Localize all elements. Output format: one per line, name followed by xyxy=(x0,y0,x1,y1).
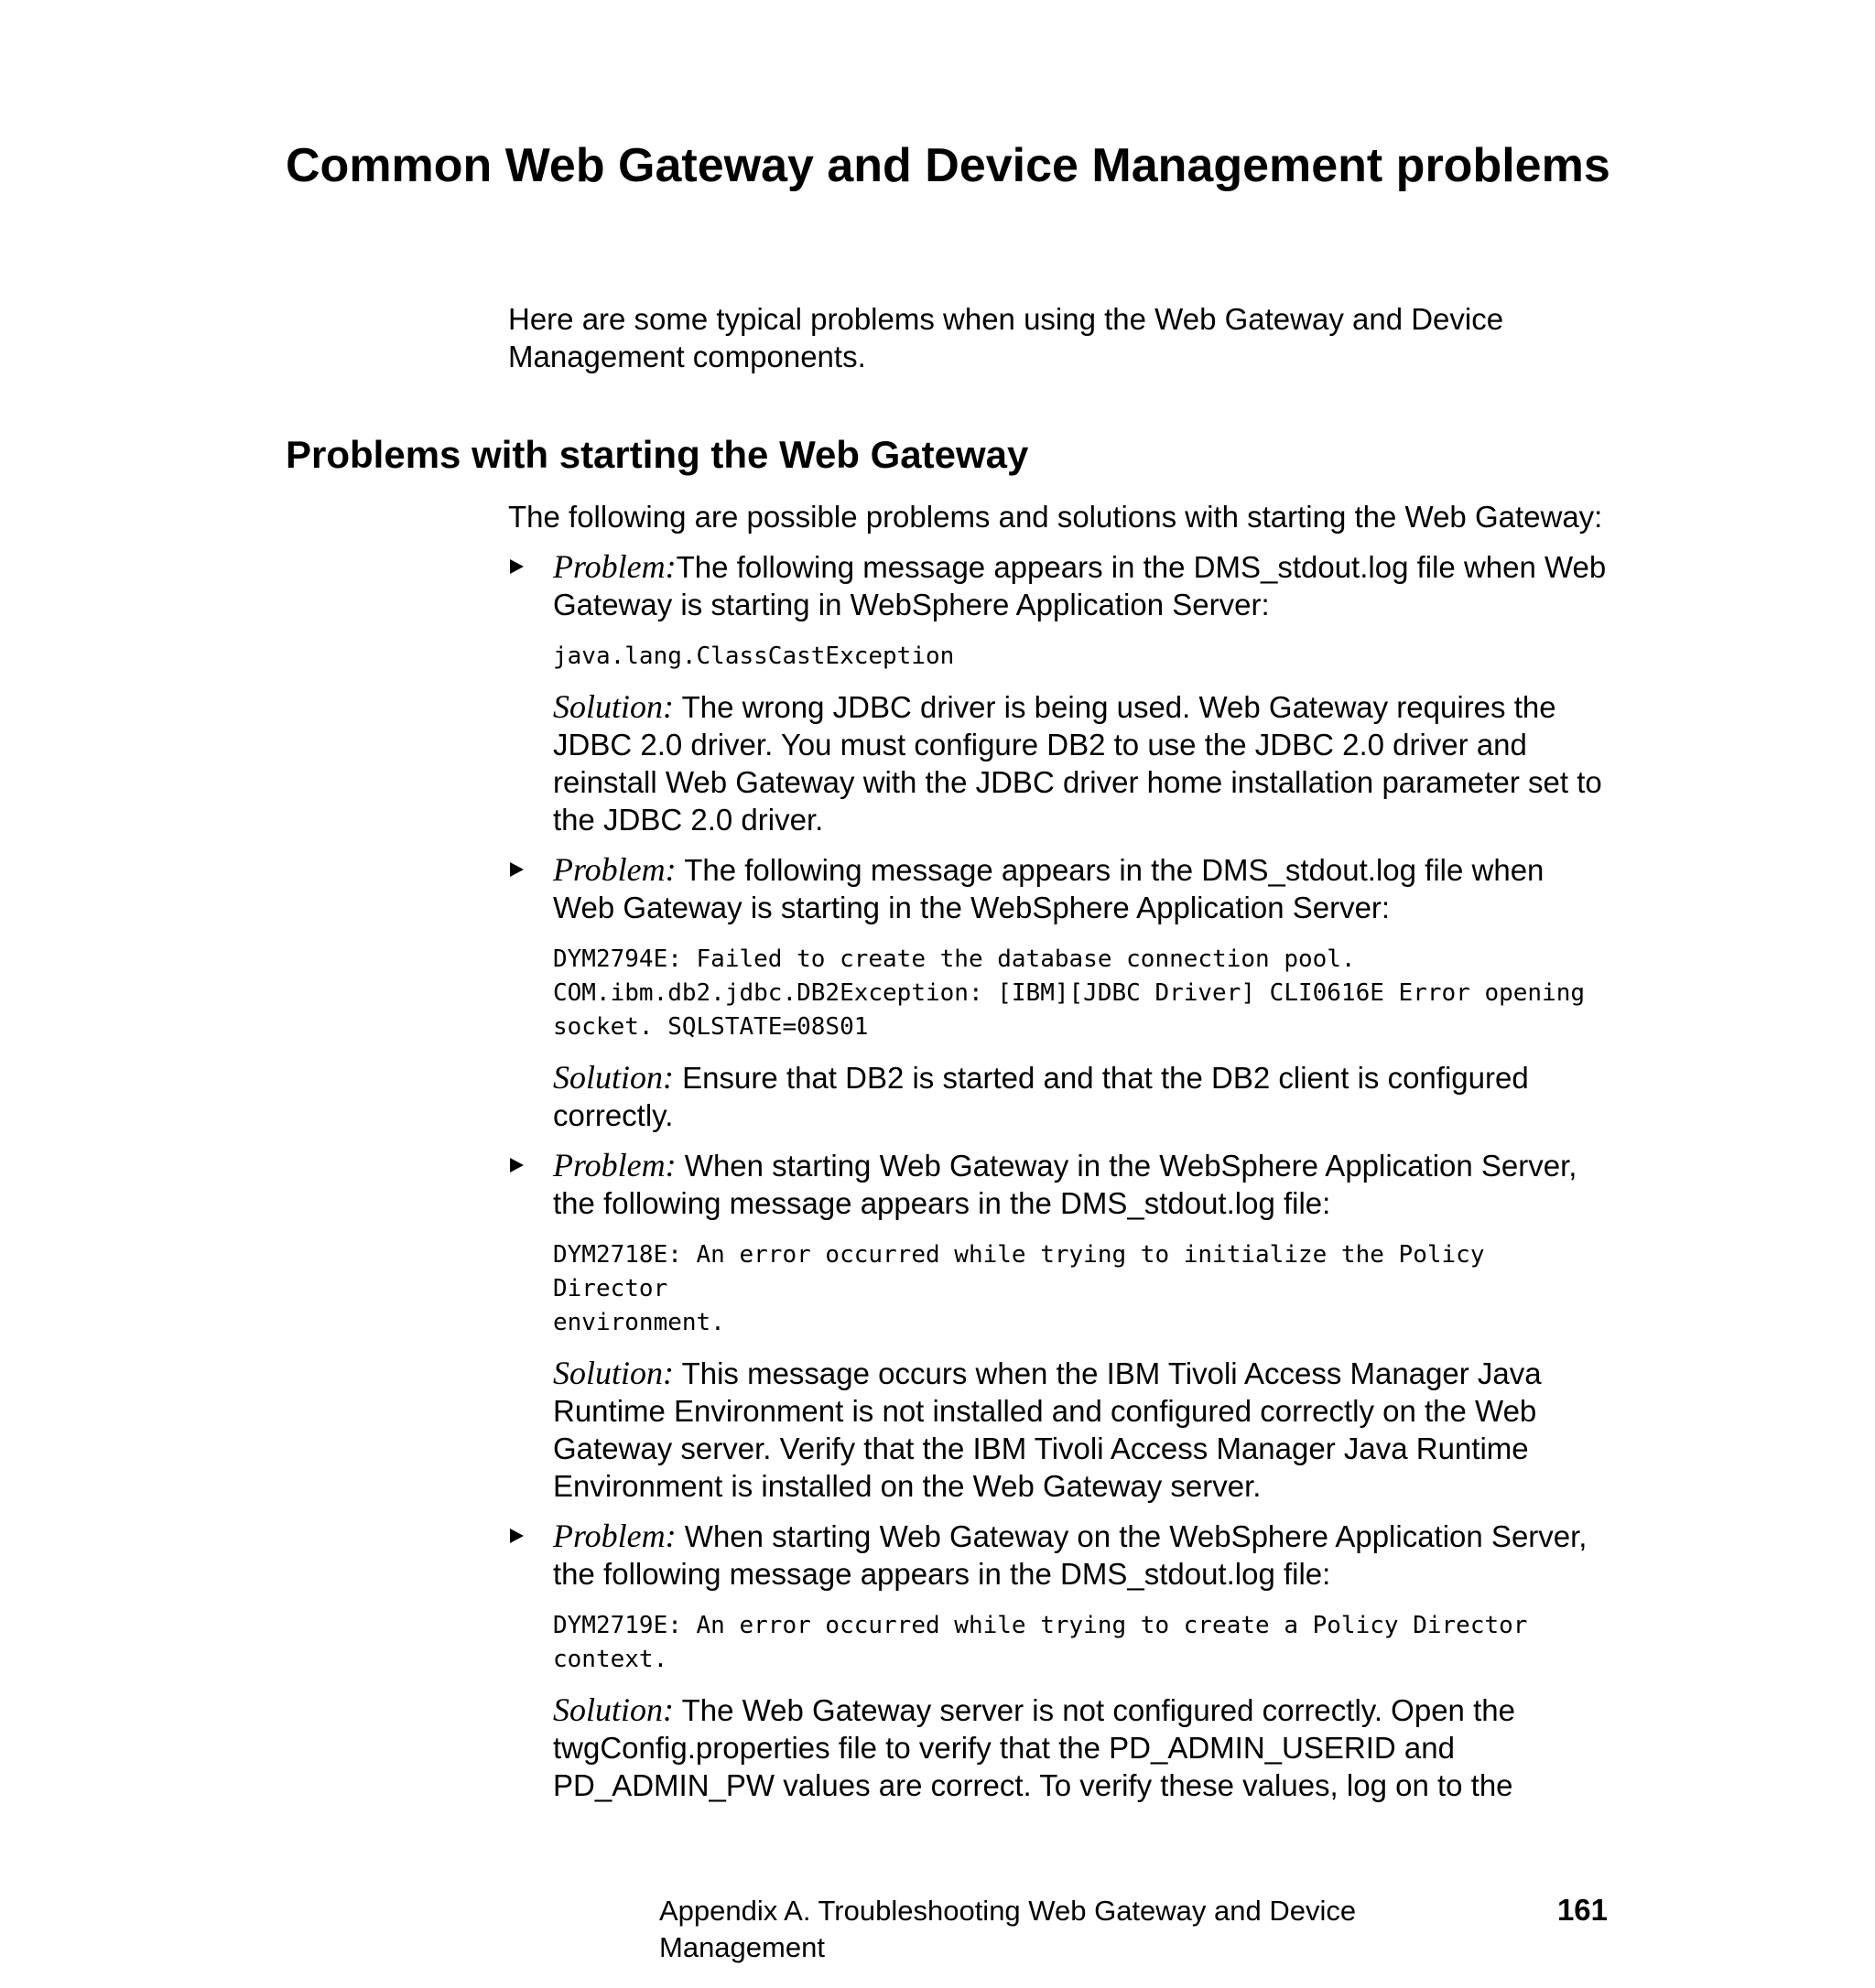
section-heading: Problems with starting the Web Gateway xyxy=(286,433,1029,476)
solution-label: Solution: xyxy=(553,1691,674,1728)
triangle-bullet-icon xyxy=(510,559,524,574)
problem-item xyxy=(508,1147,1607,1505)
problem-label: Problem: xyxy=(553,1147,677,1183)
problem-text: When starting Web Gateway on the WebSphere Application Server, the following message appears in the DMS_stdout.log file: xyxy=(553,1519,1588,1591)
solution-text: The Web Gateway server is not configured correctly. Open the twgConfig.properties file to verify that the PD_ADMIN_USERID and PD_ADMIN_PW values are correct. To verify these values, log on to the xyxy=(553,1693,1515,1802)
footer-chapter-title: Appendix A. Troubleshooting Web Gateway and Device Management xyxy=(659,1895,1357,1963)
triangle-bullet-icon xyxy=(510,1529,524,1543)
triangle-bullet-icon xyxy=(510,1158,524,1172)
error-message-code: java.lang.ClassCastException xyxy=(553,643,955,670)
error-message-code: DYM2794E: Failed to create the database connection pool. COM.ibm.db2.jdbc.DB2Exception: [IBM][JDBC Driver] CLI0616E Error opening socket. SQLSTATE=08S01 xyxy=(553,945,1586,1041)
solution-text: This message occurs when the IBM Tivoli Access Manager Java Runtime Environment is not installed and configured correctly on the Web Gateway server. Verify that the IBM Tivoli Access Manager Java Runtime Environment is installed on the Web Gateway server. xyxy=(553,1356,1542,1503)
problem-description xyxy=(553,548,1607,623)
problem-list xyxy=(508,548,1607,1804)
problem-text: The following message appears in the DMS_stdout.log file when Web Gateway is starting in the WebSphere Application Server: xyxy=(553,853,1544,924)
solution-description xyxy=(553,688,1607,838)
error-message-code: DYM2719E: An error occurred while trying to create a Policy Director context. xyxy=(553,1612,1528,1673)
problem-item xyxy=(508,1518,1607,1804)
triangle-bullet-icon xyxy=(510,862,524,877)
problem-label: Problem: xyxy=(553,548,677,585)
problem-label: Problem: xyxy=(553,851,677,888)
problem-text: When starting Web Gateway in the WebSphere Application Server, the following message appears in the DMS_stdout.log file: xyxy=(553,1149,1577,1220)
page-title: Common Web Gateway and Device Management problems xyxy=(286,139,1610,192)
solution-text: Ensure that DB2 is started and that the DB2 client is configured correctly. xyxy=(553,1061,1529,1132)
intro-paragraph: Here are some typical problems when using the Web Gateway and Device Management components. xyxy=(508,302,1504,373)
problem-text: The following message appears in the DMS_stdout.log file when Web Gateway is starting in WebSphere Application Server: xyxy=(553,550,1607,621)
problem-item xyxy=(508,851,1607,1134)
problem-item xyxy=(508,548,1607,838)
solution-text: The wrong JDBC driver is being used. Web Gateway requires the JDBC 2.0 driver. You must configure DB2 to use the JDBC 2.0 driver and reinstall Web Gateway with the JDBC driver home installation parameter set to the JDBC 2.0 driver. xyxy=(553,690,1602,837)
problem-description xyxy=(553,851,1607,926)
solution-description xyxy=(553,1355,1607,1505)
section-lead-paragraph: The following are possible problems and solutions with starting the Web Gateway: xyxy=(508,500,1603,534)
page-number: 161 xyxy=(1556,1893,1608,1927)
solution-label: Solution: xyxy=(553,1355,674,1391)
error-message-code: DYM2718E: An error occurred while trying to initialize the Policy Director environment. xyxy=(553,1241,1485,1336)
solution-description xyxy=(553,1691,1607,1804)
solution-description xyxy=(553,1059,1607,1134)
section-content xyxy=(508,498,1607,1817)
solution-label: Solution: xyxy=(553,1059,674,1096)
problem-description xyxy=(553,1518,1607,1593)
problem-description xyxy=(553,1147,1607,1222)
page-footer xyxy=(659,1892,1608,1966)
problem-label: Problem: xyxy=(553,1518,677,1554)
solution-label: Solution: xyxy=(553,688,674,725)
